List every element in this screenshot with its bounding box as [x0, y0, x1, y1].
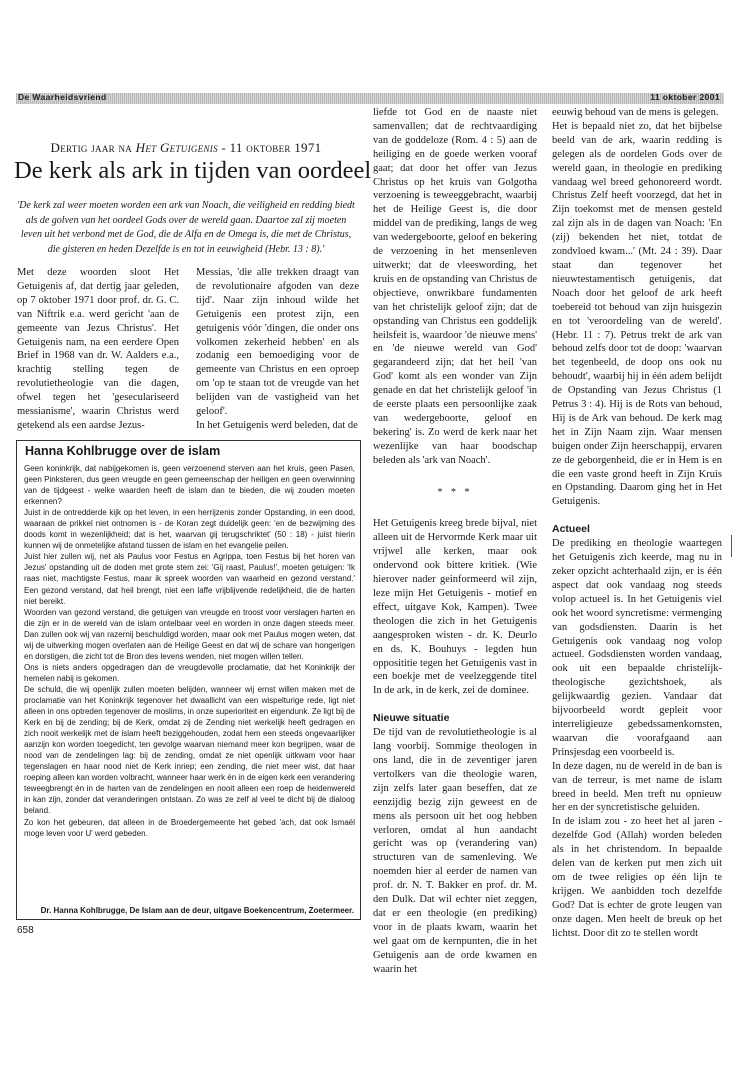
kicker-title: Het Getuigenis [135, 140, 218, 155]
paragraph: In de islam zou - zo heet het al jaren - dezelfde God (Allah) worden beleden als in het christendom. In bepaalde delen van de kerken put men zich uit om de twee religies op één lijn te krijgen. We aanbidden toch dezelfde God? Dat is echter de grote leugen van onze dagen. Men heelt de breuk op het lichtst. Door dit zo te stellen wordt [552, 816, 722, 939]
subheading-nieuwe-situatie: Nieuwe situatie [373, 712, 450, 725]
column-2 [196, 266, 359, 433]
box-paragraph: Woorden van gezond verstand, die getuigen van vreugde en troost voor verslagen harten en die zijn er in de wereld van de islam ontelbaar veel en worden in onze dagen steeds meer. Dan zullen ook wij van razernij beschuldigd worden, maar ook met Paulus mogen weten, dat wij de uitwerking mogen overlaten aan de Heilige Geest en dat wij de schare van hongerigen en dorstigen, die zicht tot de Bron des levens wenden, niet mogen willen tellen. [24, 607, 355, 661]
box-source: Dr. Hanna Kohlbrugge, De Islam aan de deur, uitgave Boekencentrum, Zoetermeer. [40, 906, 354, 915]
paragraph: Messias, 'die alle trekken draagt van de revolutionaire afgoden van deze tijd'. Naar zijn inhoud wilde het Getuigenis een protest zijn, een getuigenis vóór 'dingen, die onder ons volkomen zekerheid hebben' en als zodanig een bemoediging voor de gemeente van Christus en een oproep om 'op te staan tot de vreugde van het belijden van de vastigheid van het geloof'. [196, 267, 359, 418]
paragraph: Het Getuigenis kreeg brede bijval, niet alleen uit de Hervormde Kerk maar uit vrijwel alle kerken, maar ook ondervond ook bittere kritiek. (Wie hierover nader geinformeerd wil zijn, leze mijn Het Getuigenis - motief en effect, uitgave Kok, Kampen). Twee theologen die zich in het Getuigenis aangesproken wisten - dr. K. Deurlo en ds. K. Bouhuys - legden hun opposititie tegen het Getuigenis vast in een boekje met de veelzeggende titel In de ark, in de kerk, zei de dominee. [373, 518, 537, 697]
paragraph: eeuwig behoud van de mens is gelegen. [552, 107, 719, 118]
box-paragraph: Juist hier zullen wij, net als Paulus voor Festus en Agrippa, toen Festus bij het horen van Jezus' opstanding uit de doden met grote stem zei: 'Gij raast, Paulus!', moeten getuigen: 'Ik raas niet, machtigste Festus, maar ik spreek woorden van waarheid en gezond verstand.' Een gezond verstand, dat heil brengt, niet een laffe vrijblijvende redelijkheid, die de harten niet bereikt. [24, 552, 355, 606]
paragraph: De tijd van de revolutietheologie is al lang voorbij. Sommige theologen in ons land, die in de zeventiger jaren vertolkers van die theologie waren, zijn zelfs later gaan beseffen, dat ze eenzijdig bezig zijn geweest en de mens als persoon uit het oog hebben verloren, omdat al hun aandacht gericht was op (verandering van) structuren van de samenleving. We noemden hier al eerder de namen van prof. dr. N. T. Bakker en prof. dr. M. den Dulk. Dat wil echter niet zeggen, dat er een theologie (en prediking) voor in de plaats kwam, waarin het wel gaat om de kernpunten, die in het Getuigenis aan de orde kwamen en waarin het [373, 727, 537, 975]
paragraph: Het is bepaald niet zo, dat het bijbelse beeld van de ark, waarin redding is gelegen als de oordelen Gods over de wereld gaan, in theologie en prediking vandaag wel breed gehonoreerd wordt. Christus Zelf heeft voorzegd, dat het in Zijn toekomst met de mensen gesteld zal zijn als in de dagen van Noach: 'En (zij) bekenden het niet, totdat de zondvloed kwam...' (Mt. 24 : 39). Daar staat dan tegenover het nieuwtestamentisch getuigenis, dat Noach door het geloof de ark heeft toebereid tot behoud van zijn huisgezin en tot 'veroordeling van de wereld'. (Hebr. 11 : 7). Petrus trekt de ark van behoud zelfs door tot de doop: 'waarvan het tegenbeeld, de doop ons ook nu behoudt', waarbij hij in één adem belijdt de Opstanding van Jezus Christus (1 Petrus 3 : 4). Hij is de Rots van behoud, Hij is de Ark van behoud. De kerk mag het in Zijn Naam zijn. Waar mensen buigen onder Zijn heerschappij, ervaren ze de geborgenheid, die er in Hem is en die een vaste grond heeft in Zijn Kruis en Opstanding. Daarom ging het in Het Getuigenis. [552, 120, 722, 508]
article-kicker [16, 140, 356, 156]
box-paragraph: De schuld, die wij openlijk zullen moeten belijden, wanneer wij ernst willen maken met de proclamatie van het Koninkrijk tegenover het dwaallicht van een wispelturige rede, ligt niet alleen in ons optreden tegenover de moslims, in onze superioriteit en eigendunk. Ze ligt bij de Kerk en bij de zending; bij de Kerk, omdat zij de Zending niet werkelijk heeft gedragen en zich nooit werkelijk met de islam heeft beziggehouden, zodat hem een steeds ongevaarlijker aanzijn kon worden toegedicht, ten gevolge waarvan niemand meer kon begrijpen, waar de nood van de zendelingen lag: bij de zending, omdat ze niet openlijk uitkwam voor haar tegenslagen en haar nood niet de Kerk inriep; een zending, die niet meer wist, dat haar roeping alleen kan worden volbracht, wanneer haar werk én in de eigen kerk een verandering teweegbrengt én in de harten van de zendelingen en nooit alleen een roep de heidenwereld in kan zijn, zonder dat veranderingen ontstaan. Zo was ze zelf al veel te dicht bij de dialoog beland. [24, 684, 355, 816]
kicker-date: - 11 oktober 1971 [217, 140, 322, 155]
publication-name: De Waarheidsvriend [18, 92, 107, 102]
box-heading: Hanna Kohlbrugge over de islam [25, 444, 221, 458]
margin-mark [731, 535, 732, 557]
box-paragraph: Ons is niets anders opgedragen dan de vreugdevolle proclamatie, dat het Koninkrijk der hemelen nabij is gekomen. [24, 662, 355, 683]
box-paragraph: Juist in de ontredderde kijk op het leven, in een herrijzenis zonder Opstanding, in een dood, waaraan de prikkel niet ontnomen is - de Koran zegt duidelijk geen: 'en de bezwijming des doods komt in wezenlijkheid; dat is het, waarvan gij terugschriktet' (50 : 18) - juist hierin kunnen wij de onmetelijke afstand tussen de islam en het evangelie peilen. [24, 508, 355, 551]
section-divider: * * * [437, 486, 473, 498]
column-4 [552, 106, 722, 940]
article-title: De kerk als ark in tijden van oordeel [14, 157, 372, 184]
paragraph: Met deze woorden sloot Het Getuigenis af, dat dertig jaar geleden, op 7 oktober 1971 door prof. dr. G. C. van Niftrik e.a. werd gericht 'aan de gemeente van Jezus Christus'. Het Getuigenis nam, na een eerdere Open Brief in 1968 van dr. W. Aalders e.a., krachtig stelling tegen de revolutietheologie van die dagen, ofwel tegen het 'geseculariseerd messianisme', waarin Christus werd getekend als een aardse Jezus- [17, 267, 179, 431]
article-intro: 'De kerk zal weer moeten worden een ark van Noach, die veiligheid en redding biedt als de golven van het oordeel Gods over de wereld gaan. Daartoe zal zij moeten leven uit het verbond met de God, die de Alfa en de Omega is, die met de Christus, die gisteren en heden Dezelfde is en tot in eeuwigheid (Hebr. 13 : 8).' [17, 200, 355, 255]
paragraph: De prediking en theologie waartegen het Getuigenis zich keerde, mag nu in zeker opzicht achterhaald zijn, er is één aspect dat ook vandaag nog steeds volop actueel is. In het Getuigenis viel ook het woord syncretisme: vermenging van godsdiensten. Daarin is het Getuigenis ook vandaag nog volop actueel. Godsdiensten worden vandaag, ook uit een bepaalde christelijk-theologische gezichtshoek, als gelijkwaardig gezien. Vandaar dat bijvoorbeeld wordt gepleit voor interreligieuze gebedssamenkomsten, waarvan die voorafgaand aan Prinsjesdag een voorbeeld is. [552, 538, 722, 758]
column-1 [17, 266, 179, 433]
paragraph: In het Getuigenis werd beleden, dat de [196, 419, 358, 431]
sidebar-box [16, 440, 361, 920]
box-paragraph: Geen koninkrijk, dat nabijgekomen is, geen verzoenend sterven aan het kruis, geen Pasen, geen Pinksteren, dus geen vreugde en geen gemeenschap der heiligen en geen overwinning van de tijdgeest - welke waarden heeft de islam dan te bieden, die wij zouden moeten erkennen? [24, 464, 355, 507]
kicker-text: Dertig jaar na [50, 140, 136, 155]
running-header [16, 93, 724, 104]
page-number: 658 [17, 925, 34, 936]
column-3 [373, 106, 537, 976]
subheading-actueel: Actueel [552, 523, 590, 536]
paragraph: liefde tot God en de naaste niet samenvallen; dat de rechtvaardiging van de goddeloze (Rom. 4 : 5) aan de heiliging en de goede werken vooraf gaat; dat door het offer van Jezus Christus op het kruis van Golgotha verzoening is teweeggebracht, waarbij het de Heilige Geest is, die door middel van de prediking, langs de weg van wedergeboorte, geloof en bekering de verzoening in het mensenleven uitwerkt; dat de vleeswording, het kruis en de opstanding van Christus de objectieve, onwrikbare fundamenten van het christelijk geloof zijn; dat de opstanding van Christus een goddelijk heilsfeit is, waardoor 'de nieuwe mens' en 'de nieuwe wereld van God' gegarandeerd zijn; dat het heil 'van God' komt als een wonder van Zijn genade en dat het christelijk geloof 'in de eerste plaats een persoonlijke zaak van wedergeboorte, geloof en bekering' is. Zo werd de kerk naar het wezenlijke van haar boodschap beleden als 'ark van Noach'. [373, 107, 537, 466]
box-paragraph: Zo kon het gebeuren, dat alleen in de Broedergemeente het gebed 'ach, dat ook Ismaël moge leven voor U' werd gebeden. [24, 817, 355, 838]
paragraph: In deze dagen, nu de wereld in de ban is van de terreur, is met name de islam breed in beeld. Men treft nu opnieuw her en der syncretistische geluiden. [552, 760, 722, 814]
issue-date: 11 oktober 2001 [650, 92, 720, 102]
box-body [24, 463, 355, 839]
